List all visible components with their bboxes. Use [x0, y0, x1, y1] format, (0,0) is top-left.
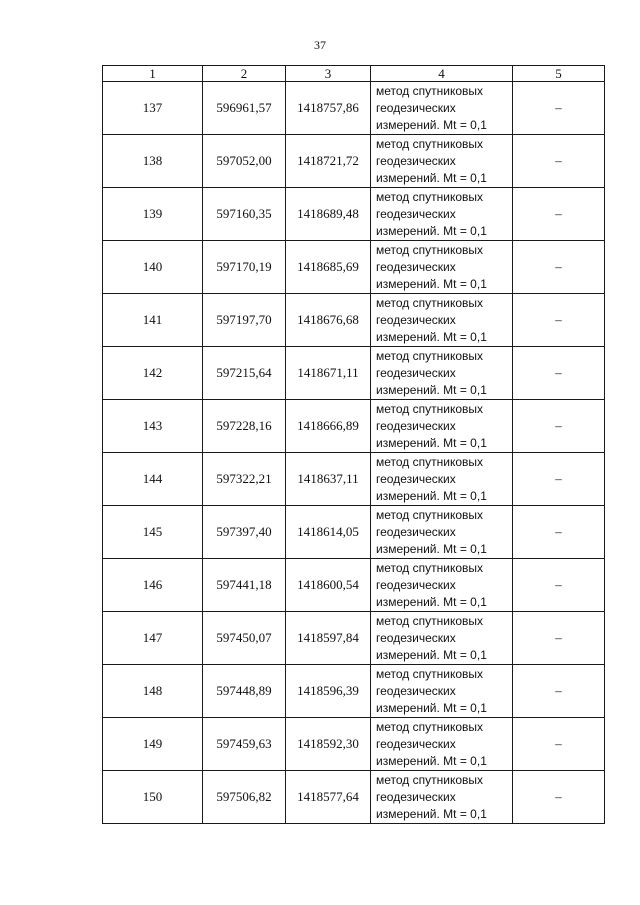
point-number-cell: 148	[103, 665, 203, 718]
method-line: геодезических	[376, 524, 456, 539]
x-coordinate-cell: 597197,70	[203, 294, 286, 347]
note-cell: –	[513, 771, 605, 824]
method-line: геодезических	[376, 153, 456, 168]
x-coordinate-cell: 597506,82	[203, 771, 286, 824]
method-line: измерений. Mt = 0,1	[376, 488, 487, 503]
header-row	[103, 66, 605, 82]
coordinates-table	[102, 65, 605, 824]
method-line: геодезических	[376, 100, 456, 115]
y-coordinate-cell: 1418685,69	[286, 241, 371, 294]
x-coordinate-cell: 597322,21	[203, 453, 286, 506]
point-number-cell: 139	[103, 188, 203, 241]
x-coordinate-cell: 597450,07	[203, 612, 286, 665]
method-line: метод спутниковых	[376, 454, 484, 469]
table-row	[103, 241, 605, 294]
method-line: измерений. Mt = 0,1	[376, 541, 487, 556]
table-row	[103, 82, 605, 135]
table-row	[103, 665, 605, 718]
y-coordinate-cell: 1418597,84	[286, 612, 371, 665]
y-coordinate-cell: 1418592,30	[286, 718, 371, 771]
method-line: геодезических	[376, 206, 456, 221]
method-line: метод спутниковых	[376, 83, 484, 98]
point-number-cell: 150	[103, 771, 203, 824]
y-coordinate-cell: 1418596,39	[286, 665, 371, 718]
table-row	[103, 559, 605, 612]
method-line: измерений. Mt = 0,1	[376, 223, 487, 238]
method-line: метод спутниковых	[376, 401, 484, 416]
x-coordinate-cell: 597441,18	[203, 559, 286, 612]
table-row	[103, 506, 605, 559]
x-coordinate-cell: 597459,63	[203, 718, 286, 771]
method-line: геодезических	[376, 683, 456, 698]
point-number-cell: 144	[103, 453, 203, 506]
point-number-cell: 145	[103, 506, 203, 559]
table-row	[103, 612, 605, 665]
method-line: метод спутниковых	[376, 613, 484, 628]
point-number-cell: 149	[103, 718, 203, 771]
x-coordinate-cell: 597052,00	[203, 135, 286, 188]
y-coordinate-cell: 1418721,72	[286, 135, 371, 188]
method-cell	[371, 188, 513, 241]
method-line: геодезических	[376, 736, 456, 751]
method-line: геодезических	[376, 312, 456, 327]
x-coordinate-cell: 596961,57	[203, 82, 286, 135]
x-coordinate-cell: 597397,40	[203, 506, 286, 559]
table-row	[103, 718, 605, 771]
table-row	[103, 294, 605, 347]
method-line: метод спутниковых	[376, 348, 484, 363]
point-number-cell: 146	[103, 559, 203, 612]
method-line: измерений. Mt = 0,1	[376, 382, 487, 397]
method-line: измерений. Mt = 0,1	[376, 117, 487, 132]
method-cell	[371, 665, 513, 718]
method-cell	[371, 612, 513, 665]
header-cell-2: 2	[203, 66, 286, 82]
note-cell: –	[513, 188, 605, 241]
method-cell	[371, 241, 513, 294]
table-row	[103, 347, 605, 400]
method-line: геодезических	[376, 418, 456, 433]
method-line: измерений. Mt = 0,1	[376, 753, 487, 768]
method-cell	[371, 771, 513, 824]
y-coordinate-cell: 1418689,48	[286, 188, 371, 241]
y-coordinate-cell: 1418676,68	[286, 294, 371, 347]
table-row	[103, 771, 605, 824]
x-coordinate-cell: 597228,16	[203, 400, 286, 453]
method-line: геодезических	[376, 365, 456, 380]
method-line: измерений. Mt = 0,1	[376, 435, 487, 450]
method-line: геодезических	[376, 259, 456, 274]
method-line: метод спутниковых	[376, 719, 484, 734]
method-line: метод спутниковых	[376, 666, 484, 681]
y-coordinate-cell: 1418577,64	[286, 771, 371, 824]
header-cell-5: 5	[513, 66, 605, 82]
table-row	[103, 453, 605, 506]
x-coordinate-cell: 597170,19	[203, 241, 286, 294]
method-line: измерений. Mt = 0,1	[376, 329, 487, 344]
page-number: 37	[314, 38, 326, 52]
x-coordinate-cell: 597448,89	[203, 665, 286, 718]
table-row	[103, 400, 605, 453]
y-coordinate-cell: 1418600,54	[286, 559, 371, 612]
table-row	[103, 188, 605, 241]
header-cell-1: 1	[103, 66, 203, 82]
point-number-cell: 138	[103, 135, 203, 188]
note-cell: –	[513, 453, 605, 506]
method-line: метод спутниковых	[376, 295, 484, 310]
point-number-cell: 140	[103, 241, 203, 294]
note-cell: –	[513, 665, 605, 718]
method-line: измерений. Mt = 0,1	[376, 276, 487, 291]
method-line: метод спутниковых	[376, 772, 484, 787]
point-number-cell: 147	[103, 612, 203, 665]
method-cell	[371, 347, 513, 400]
method-cell	[371, 82, 513, 135]
note-cell: –	[513, 294, 605, 347]
method-line: метод спутниковых	[376, 560, 484, 575]
method-line: измерений. Mt = 0,1	[376, 647, 487, 662]
note-cell: –	[513, 82, 605, 135]
note-cell: –	[513, 612, 605, 665]
point-number-cell: 142	[103, 347, 203, 400]
y-coordinate-cell: 1418637,11	[286, 453, 371, 506]
point-number-cell: 137	[103, 82, 203, 135]
table-row	[103, 135, 605, 188]
method-line: геодезических	[376, 630, 456, 645]
note-cell: –	[513, 135, 605, 188]
method-line: измерений. Mt = 0,1	[376, 700, 487, 715]
method-line: метод спутниковых	[376, 242, 484, 257]
method-cell	[371, 135, 513, 188]
header-cell-4: 4	[371, 66, 513, 82]
method-line: геодезических	[376, 471, 456, 486]
method-line: измерений. Mt = 0,1	[376, 594, 487, 609]
method-line: измерений. Mt = 0,1	[376, 806, 487, 821]
method-line: измерений. Mt = 0,1	[376, 170, 487, 185]
note-cell: –	[513, 559, 605, 612]
method-cell	[371, 506, 513, 559]
y-coordinate-cell: 1418757,86	[286, 82, 371, 135]
method-cell	[371, 453, 513, 506]
method-line: метод спутниковых	[376, 136, 484, 151]
table-body	[103, 82, 605, 824]
note-cell: –	[513, 718, 605, 771]
method-cell	[371, 559, 513, 612]
note-cell: –	[513, 400, 605, 453]
note-cell: –	[513, 506, 605, 559]
y-coordinate-cell: 1418666,89	[286, 400, 371, 453]
y-coordinate-cell: 1418614,05	[286, 506, 371, 559]
point-number-cell: 143	[103, 400, 203, 453]
header-cell-3: 3	[286, 66, 371, 82]
point-number-cell: 141	[103, 294, 203, 347]
y-coordinate-cell: 1418671,11	[286, 347, 371, 400]
method-cell	[371, 400, 513, 453]
method-line: геодезических	[376, 577, 456, 592]
note-cell: –	[513, 347, 605, 400]
method-line: геодезических	[376, 789, 456, 804]
method-cell	[371, 294, 513, 347]
method-line: метод спутниковых	[376, 507, 484, 522]
method-line: метод спутниковых	[376, 189, 484, 204]
method-cell	[371, 718, 513, 771]
note-cell: –	[513, 241, 605, 294]
x-coordinate-cell: 597215,64	[203, 347, 286, 400]
x-coordinate-cell: 597160,35	[203, 188, 286, 241]
